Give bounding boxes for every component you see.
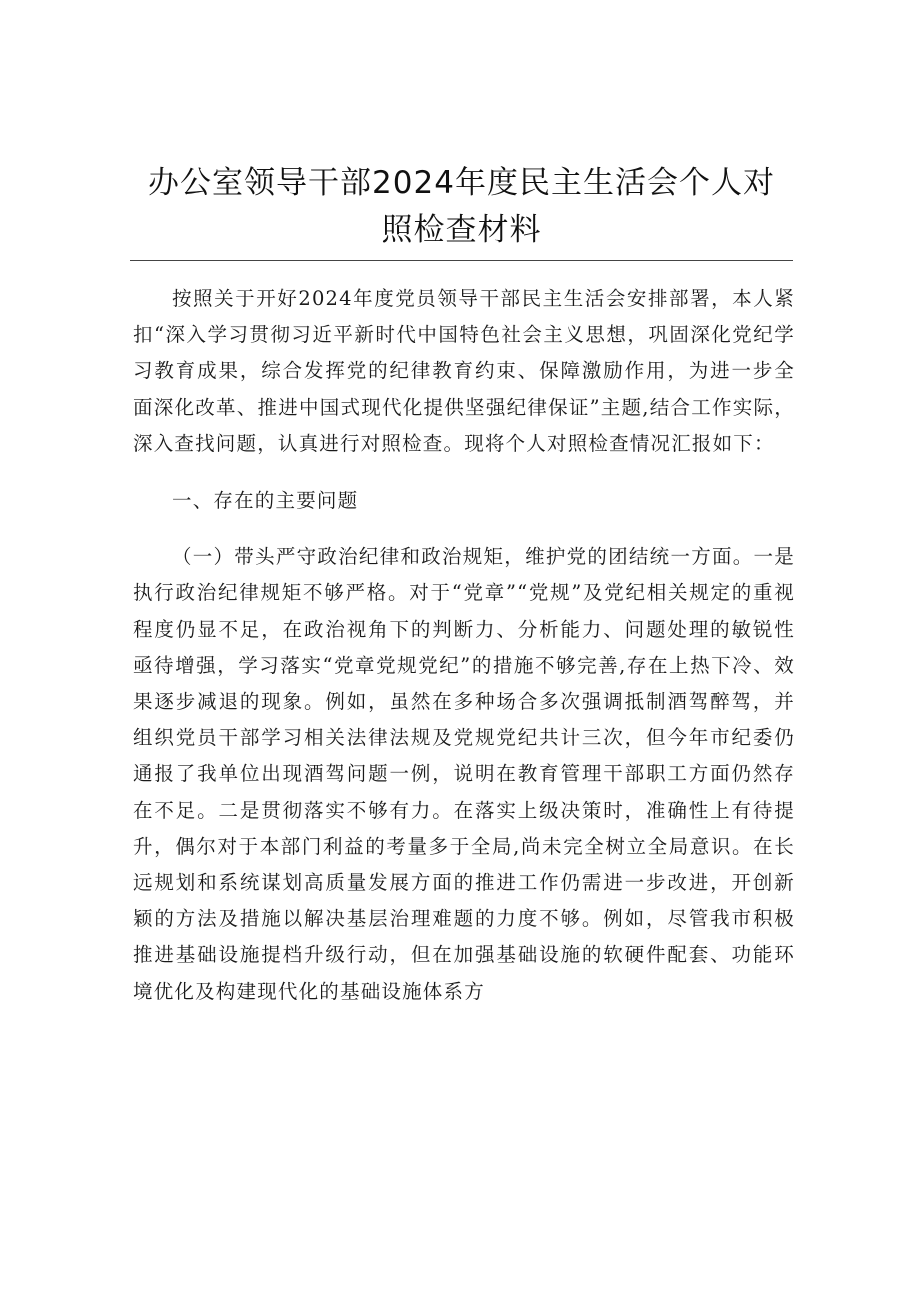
title-line-1: 办公室领导干部2024年度民主生活会个人对 — [148, 165, 775, 201]
section-paragraph: （一）带头严守政治纪律和政治规矩，维护党的团结统一方面。一是执行政治纪律规矩不够严格。对于“党章”“党规”及党纪相关规定的重视程度仍显不足，在政治视角下的判断力、分析能力、问题处理的敏锐性亟待增强，学习落实“党章党规党纪”的措施不够完善,存在上热下冷、效果逐步减退的现象。例如，虽然在多种场合多次强调抵制酒驾醉驾，并组织党员干部学习相关法律法规及党规党纪共计三次，但今年市纪委仍通报了我单位出现酒驾问题一例，说明在教育管理干部职工方面仍然存在不足。二是贯彻落实不够有力。在落实上级决策时，准确性上有待提升，偶尔对于本部门利益的考量多于全局,尚未完全树立全局意识。在长远规划和系统谋划高质量发展方面的推进工作仍需进一步改进，开创新颖的方法及措施以解决基层治理难题的力度不够。例如，尽管我市积极推进基础设施提档升级行动，但在加强基础设施的软硬件配套、功能环境优化及构建现代化的基础设施体系方 — [133, 545, 795, 1003]
intro-paragraph: 按照关于开好2024年度党员领导干部民主生活会安排部署，本人紧扣“深入学习贯彻习近平新时代中国特色社会主义思想，巩固深化党纪学习教育成果，综合发挥党的纪律教育约束、保障激励作用，为进一步全面深化改革、推进中国式现代化提供坚强纪律保证”主题,结合工作实际，深入查找问题，认真进行对照检查。现将个人对照检查情况汇报如下： — [133, 287, 795, 455]
document-body — [133, 281, 795, 1010]
document-title — [130, 160, 793, 261]
section-heading: 一、存在的主要问题 — [172, 489, 359, 513]
title-line-2: 照检查材料 — [381, 212, 542, 248]
